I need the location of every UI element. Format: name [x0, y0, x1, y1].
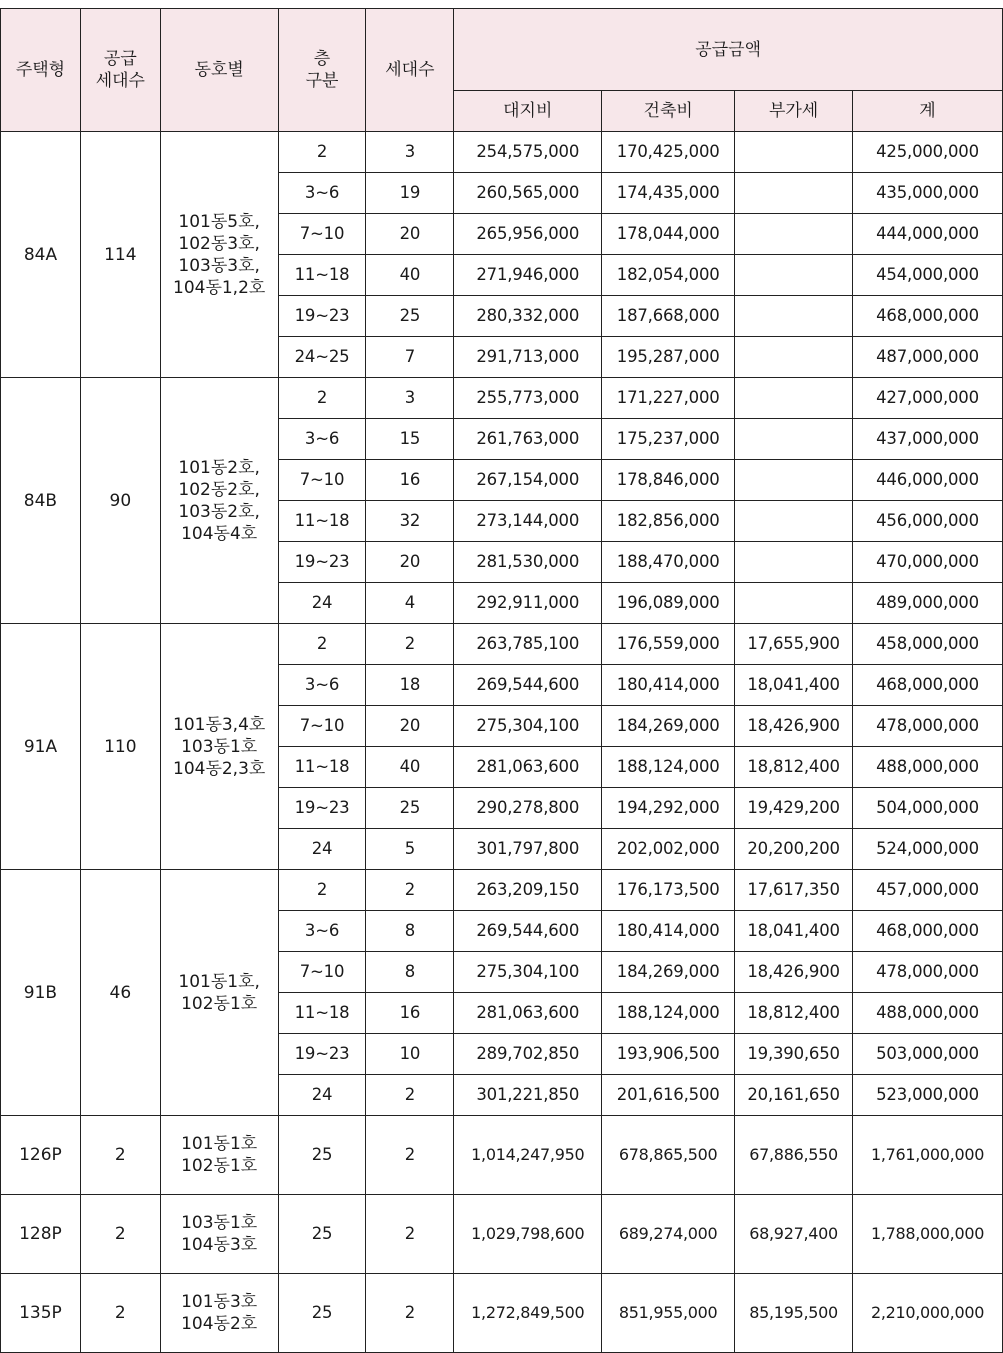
- supply-units-cell: 46: [80, 870, 160, 1116]
- vat-cell: 18,041,400: [735, 911, 853, 952]
- land-cost-cell: 289,702,850: [454, 1034, 602, 1075]
- floor-cell: 3~6: [278, 911, 366, 952]
- total-cell: 503,000,000: [853, 1034, 1003, 1075]
- land-cost-cell: 292,911,000: [454, 583, 602, 624]
- building-cost-cell: 175,237,000: [602, 419, 735, 460]
- supply-units-cell: 2: [80, 1116, 160, 1195]
- land-cost-cell: 281,063,600: [454, 747, 602, 788]
- table-row: [1, 624, 1003, 665]
- building-cost-cell: 188,124,000: [602, 993, 735, 1034]
- building-cost-cell: 170,425,000: [602, 132, 735, 173]
- total-cell: 487,000,000: [853, 337, 1003, 378]
- land-cost-cell: 254,575,000: [454, 132, 602, 173]
- vat-cell: 19,390,650: [735, 1034, 853, 1075]
- total-cell: 444,000,000: [853, 214, 1003, 255]
- vat-cell: [735, 337, 853, 378]
- vat-cell: [735, 173, 853, 214]
- units-cell: 20: [366, 706, 454, 747]
- header-dong-ho: 동호별: [160, 9, 278, 132]
- units-cell: 2: [366, 1075, 454, 1116]
- supply-units-cell: 110: [80, 624, 160, 870]
- vat-cell: [735, 296, 853, 337]
- total-cell: 524,000,000: [853, 829, 1003, 870]
- units-cell: 25: [366, 788, 454, 829]
- floor-cell: 11~18: [278, 255, 366, 296]
- supply-units-cell: 90: [80, 378, 160, 624]
- floor-cell: 24: [278, 829, 366, 870]
- land-cost-cell: 273,144,000: [454, 501, 602, 542]
- total-cell: 2,210,000,000: [853, 1274, 1003, 1353]
- building-cost-cell: 176,559,000: [602, 624, 735, 665]
- dong-ho-cell: 101동5호, 102동3호, 103동3호, 104동1,2호: [160, 132, 278, 378]
- land-cost-cell: 261,763,000: [454, 419, 602, 460]
- building-cost-cell: 202,002,000: [602, 829, 735, 870]
- supply-units-cell: 114: [80, 132, 160, 378]
- units-cell: 18: [366, 665, 454, 706]
- land-cost-cell: 280,332,000: [454, 296, 602, 337]
- land-cost-cell: 275,304,100: [454, 952, 602, 993]
- units-cell: 8: [366, 911, 454, 952]
- building-cost-cell: 188,124,000: [602, 747, 735, 788]
- housing-type-cell: 128P: [1, 1195, 81, 1274]
- table-row: [1, 870, 1003, 911]
- land-cost-cell: 269,544,600: [454, 911, 602, 952]
- land-cost-cell: 301,221,850: [454, 1075, 602, 1116]
- building-cost-cell: 188,470,000: [602, 542, 735, 583]
- land-cost-cell: 290,278,800: [454, 788, 602, 829]
- total-cell: 1,761,000,000: [853, 1116, 1003, 1195]
- header-supply-units: 공급 세대수: [80, 9, 160, 132]
- building-cost-cell: 178,846,000: [602, 460, 735, 501]
- building-cost-cell: 180,414,000: [602, 665, 735, 706]
- land-cost-cell: 263,785,100: [454, 624, 602, 665]
- floor-cell: 3~6: [278, 419, 366, 460]
- total-cell: 437,000,000: [853, 419, 1003, 460]
- floor-cell: 2: [278, 378, 366, 419]
- floor-cell: 7~10: [278, 214, 366, 255]
- table-body: [1, 132, 1003, 1353]
- total-cell: 457,000,000: [853, 870, 1003, 911]
- vat-cell: [735, 419, 853, 460]
- land-cost-cell: 1,272,849,500: [454, 1274, 602, 1353]
- building-cost-cell: 180,414,000: [602, 911, 735, 952]
- floor-cell: 7~10: [278, 952, 366, 993]
- vat-cell: 18,041,400: [735, 665, 853, 706]
- vat-cell: 18,426,900: [735, 706, 853, 747]
- building-cost-cell: 178,044,000: [602, 214, 735, 255]
- building-cost-cell: 689,274,000: [602, 1195, 735, 1274]
- vat-cell: 18,426,900: [735, 952, 853, 993]
- vat-cell: 19,429,200: [735, 788, 853, 829]
- building-cost-cell: 195,287,000: [602, 337, 735, 378]
- floor-cell: 11~18: [278, 747, 366, 788]
- housing-type-cell: 84A: [1, 132, 81, 378]
- land-cost-cell: 269,544,600: [454, 665, 602, 706]
- building-cost-cell: 176,173,500: [602, 870, 735, 911]
- land-cost-cell: 271,946,000: [454, 255, 602, 296]
- land-cost-cell: 301,797,800: [454, 829, 602, 870]
- building-cost-cell: 196,089,000: [602, 583, 735, 624]
- total-cell: 468,000,000: [853, 296, 1003, 337]
- total-cell: 478,000,000: [853, 706, 1003, 747]
- building-cost-cell: 193,906,500: [602, 1034, 735, 1075]
- land-cost-cell: 275,304,100: [454, 706, 602, 747]
- total-cell: 488,000,000: [853, 747, 1003, 788]
- land-cost-cell: 1,014,247,950: [454, 1116, 602, 1195]
- land-cost-cell: 267,154,000: [454, 460, 602, 501]
- units-cell: 25: [366, 296, 454, 337]
- total-cell: 458,000,000: [853, 624, 1003, 665]
- floor-cell: 19~23: [278, 542, 366, 583]
- supply-units-cell: 2: [80, 1274, 160, 1353]
- header-price: 공급금액: [454, 9, 1003, 91]
- header-floor: 층 구분: [278, 9, 366, 132]
- vat-cell: [735, 255, 853, 296]
- units-cell: 15: [366, 419, 454, 460]
- floor-cell: 2: [278, 132, 366, 173]
- units-cell: 5: [366, 829, 454, 870]
- units-cell: 32: [366, 501, 454, 542]
- building-cost-cell: 184,269,000: [602, 706, 735, 747]
- dong-ho-cell: 101동3호 104동2호: [160, 1274, 278, 1353]
- floor-cell: 11~18: [278, 501, 366, 542]
- units-cell: 10: [366, 1034, 454, 1075]
- building-cost-cell: 174,435,000: [602, 173, 735, 214]
- header-units: 세대수: [366, 9, 454, 132]
- floor-cell: 3~6: [278, 665, 366, 706]
- vat-cell: 67,886,550: [735, 1116, 853, 1195]
- header-building: 건축비: [602, 91, 735, 132]
- units-cell: 20: [366, 542, 454, 583]
- total-cell: 468,000,000: [853, 665, 1003, 706]
- vat-cell: 18,812,400: [735, 747, 853, 788]
- vat-cell: 18,812,400: [735, 993, 853, 1034]
- vat-cell: [735, 214, 853, 255]
- floor-cell: 2: [278, 870, 366, 911]
- housing-type-cell: 91B: [1, 870, 81, 1116]
- building-cost-cell: 171,227,000: [602, 378, 735, 419]
- building-cost-cell: 182,054,000: [602, 255, 735, 296]
- land-cost-cell: 281,063,600: [454, 993, 602, 1034]
- total-cell: 427,000,000: [853, 378, 1003, 419]
- floor-cell: 19~23: [278, 296, 366, 337]
- supply-price-table: [0, 8, 1003, 1353]
- total-cell: 468,000,000: [853, 911, 1003, 952]
- units-cell: 2: [366, 870, 454, 911]
- floor-cell: 25: [278, 1195, 366, 1274]
- building-cost-cell: 201,616,500: [602, 1075, 735, 1116]
- units-cell: 2: [366, 1274, 454, 1353]
- building-cost-cell: 678,865,500: [602, 1116, 735, 1195]
- units-cell: 20: [366, 214, 454, 255]
- dong-ho-cell: 101동3,4호 103동1호 104동2,3호: [160, 624, 278, 870]
- total-cell: 456,000,000: [853, 501, 1003, 542]
- total-cell: 470,000,000: [853, 542, 1003, 583]
- dong-ho-cell: 101동2호, 102동2호, 103동2호, 104동4호: [160, 378, 278, 624]
- building-cost-cell: 187,668,000: [602, 296, 735, 337]
- header-type: 주택형: [1, 9, 81, 132]
- building-cost-cell: 184,269,000: [602, 952, 735, 993]
- vat-cell: 17,655,900: [735, 624, 853, 665]
- vat-cell: [735, 460, 853, 501]
- vat-cell: [735, 542, 853, 583]
- total-cell: 504,000,000: [853, 788, 1003, 829]
- vat-cell: 20,161,650: [735, 1075, 853, 1116]
- dong-ho-cell: 101동1호, 102동1호: [160, 870, 278, 1116]
- housing-type-cell: 84B: [1, 378, 81, 624]
- floor-cell: 7~10: [278, 706, 366, 747]
- total-cell: 1,788,000,000: [853, 1195, 1003, 1274]
- vat-cell: 17,617,350: [735, 870, 853, 911]
- header-total: 계: [853, 91, 1003, 132]
- vat-cell: [735, 501, 853, 542]
- units-cell: 2: [366, 1116, 454, 1195]
- units-cell: 8: [366, 952, 454, 993]
- housing-type-cell: 135P: [1, 1274, 81, 1353]
- housing-type-cell: 91A: [1, 624, 81, 870]
- units-cell: 40: [366, 255, 454, 296]
- units-cell: 3: [366, 378, 454, 419]
- vat-cell: [735, 583, 853, 624]
- land-cost-cell: 1,029,798,600: [454, 1195, 602, 1274]
- vat-cell: 85,195,500: [735, 1274, 853, 1353]
- building-cost-cell: 851,955,000: [602, 1274, 735, 1353]
- total-cell: 488,000,000: [853, 993, 1003, 1034]
- total-cell: 446,000,000: [853, 460, 1003, 501]
- land-cost-cell: 265,956,000: [454, 214, 602, 255]
- floor-cell: 11~18: [278, 993, 366, 1034]
- supply-units-cell: 2: [80, 1195, 160, 1274]
- building-cost-cell: 182,856,000: [602, 501, 735, 542]
- table-row: [1, 132, 1003, 173]
- units-cell: 40: [366, 747, 454, 788]
- vat-cell: [735, 378, 853, 419]
- total-cell: 478,000,000: [853, 952, 1003, 993]
- floor-cell: 24~25: [278, 337, 366, 378]
- housing-type-cell: 126P: [1, 1116, 81, 1195]
- dong-ho-cell: 103동1호 104동3호: [160, 1195, 278, 1274]
- table-row: [1, 378, 1003, 419]
- table-row: [1, 1274, 1003, 1353]
- building-cost-cell: 194,292,000: [602, 788, 735, 829]
- land-cost-cell: 260,565,000: [454, 173, 602, 214]
- units-cell: 7: [366, 337, 454, 378]
- table-row: [1, 1195, 1003, 1274]
- floor-cell: 3~6: [278, 173, 366, 214]
- land-cost-cell: 255,773,000: [454, 378, 602, 419]
- dong-ho-cell: 101동1호 102동1호: [160, 1116, 278, 1195]
- header-vat: 부가세: [735, 91, 853, 132]
- total-cell: 454,000,000: [853, 255, 1003, 296]
- floor-cell: 24: [278, 1075, 366, 1116]
- floor-cell: 25: [278, 1116, 366, 1195]
- floor-cell: 25: [278, 1274, 366, 1353]
- units-cell: 2: [366, 624, 454, 665]
- units-cell: 2: [366, 1195, 454, 1274]
- floor-cell: 19~23: [278, 1034, 366, 1075]
- floor-cell: 2: [278, 624, 366, 665]
- units-cell: 19: [366, 173, 454, 214]
- total-cell: 425,000,000: [853, 132, 1003, 173]
- total-cell: 523,000,000: [853, 1075, 1003, 1116]
- total-cell: 489,000,000: [853, 583, 1003, 624]
- vat-cell: [735, 132, 853, 173]
- land-cost-cell: 263,209,150: [454, 870, 602, 911]
- floor-cell: 19~23: [278, 788, 366, 829]
- units-cell: 16: [366, 993, 454, 1034]
- units-cell: 16: [366, 460, 454, 501]
- land-cost-cell: 281,530,000: [454, 542, 602, 583]
- header-land: 대지비: [454, 91, 602, 132]
- land-cost-cell: 291,713,000: [454, 337, 602, 378]
- units-cell: 4: [366, 583, 454, 624]
- total-cell: 435,000,000: [853, 173, 1003, 214]
- floor-cell: 7~10: [278, 460, 366, 501]
- vat-cell: 20,200,200: [735, 829, 853, 870]
- table-row: [1, 1116, 1003, 1195]
- floor-cell: 24: [278, 583, 366, 624]
- vat-cell: 68,927,400: [735, 1195, 853, 1274]
- units-cell: 3: [366, 132, 454, 173]
